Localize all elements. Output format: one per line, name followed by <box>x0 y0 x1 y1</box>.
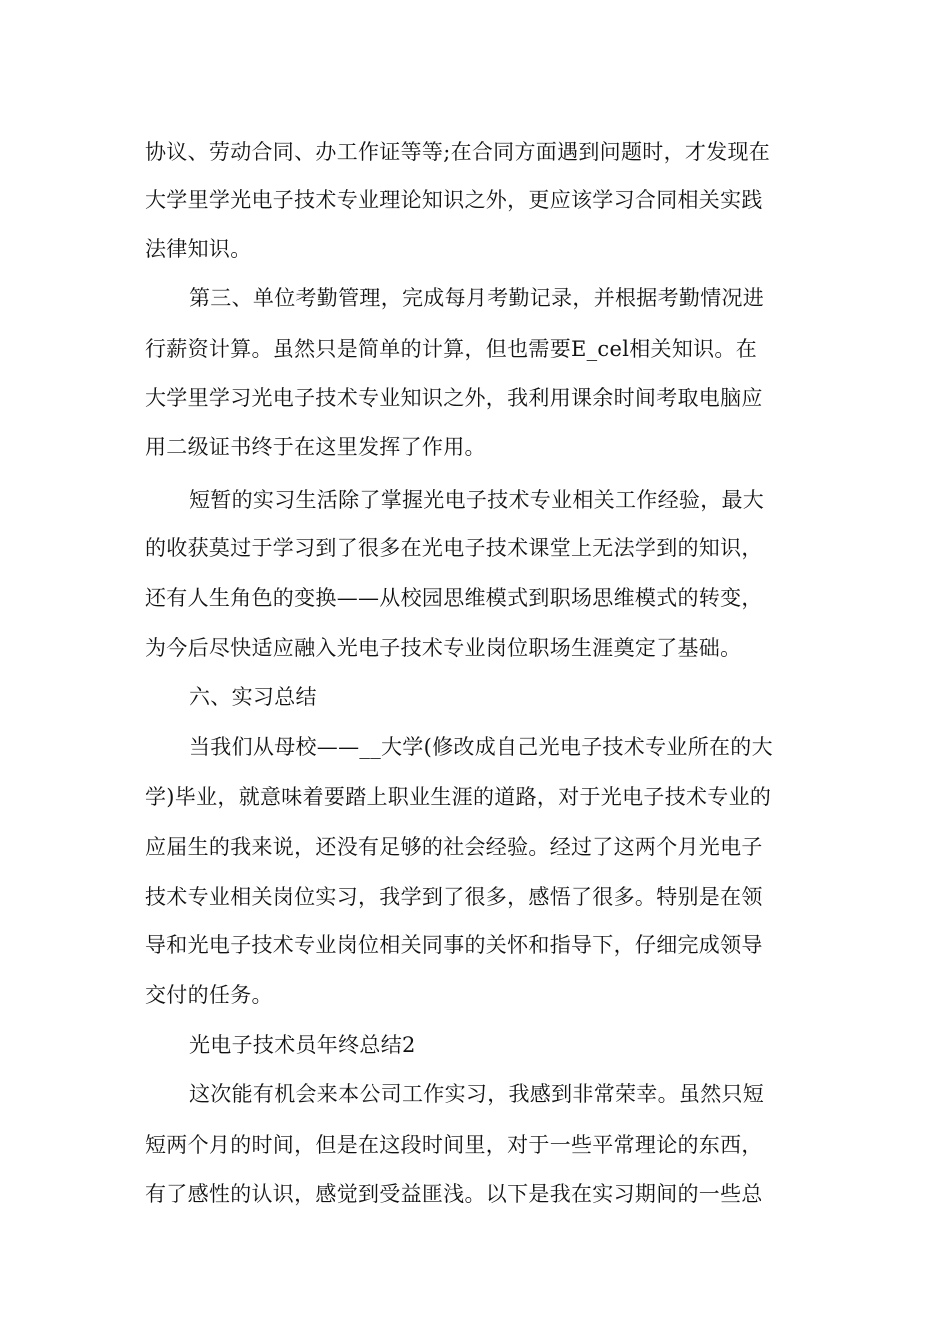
text-line: 短两个月的时间，但是在这段时间里，对于一些平常理论的东西， <box>145 1133 763 1157</box>
text-line: 用二级证书终于在这里发挥了作用。 <box>145 435 486 459</box>
text-line: 技术专业相关岗位实习，我学到了很多，感悟了很多。特别是在领 <box>145 885 763 909</box>
text-line: 学)毕业，就意味着要踏上职业生涯的道路，对于光电子技术专业的 <box>145 785 772 809</box>
text-line: 法律知识。 <box>145 237 252 261</box>
text-line: 的收获莫过于学习到了很多在光电子技术课堂上无法学到的知识， <box>145 536 763 560</box>
text-line: 行薪资计算。虽然只是简单的计算，但也需要E_cel相关知识。在 <box>145 337 758 361</box>
text-line: 大学里学光电子技术专业理论知识之外，更应该学习合同相关实践 <box>145 188 763 212</box>
paragraph-first-line: 当我们从母校——__大学(修改成自己光电子技术专业所在的大 <box>189 735 773 759</box>
text-line: 还有人生角色的变换——从校园思维模式到职场思维模式的转变， <box>145 586 763 610</box>
text-line: 大学里学习光电子技术专业知识之外，我利用课余时间考取电脑应 <box>145 386 763 410</box>
text-line: 应届生的我来说，还没有足够的社会经验。经过了这两个月光电子 <box>145 835 763 859</box>
section-heading: 六、实习总结 <box>189 685 317 709</box>
paragraph-first-line: 第三、单位考勤管理，完成每月考勤记录，并根据考勤情况进 <box>189 286 765 310</box>
text-line: 交付的任务。 <box>145 983 273 1007</box>
text-line: 导和光电子技术专业岗位相关同事的关怀和指导下，仔细完成领导 <box>145 933 763 957</box>
paragraph-first-line: 这次能有机会来本公司工作实习，我感到非常荣幸。虽然只短 <box>189 1082 765 1106</box>
text-line: 有了感性的认识，感觉到受益匪浅。以下是我在实习期间的一些总 <box>145 1182 763 1206</box>
paragraph-first-line: 短暂的实习生活除了掌握光电子技术专业相关工作经验，最大 <box>189 488 765 512</box>
document-subtitle: 光电子技术员年终总结2 <box>189 1033 416 1057</box>
text-line: 为今后尽快适应融入光电子技术专业岗位职场生涯奠定了基础。 <box>145 636 742 660</box>
text-line: 协议、劳动合同、办工作证等等;在合同方面遇到问题时，才发现在 <box>145 140 771 164</box>
